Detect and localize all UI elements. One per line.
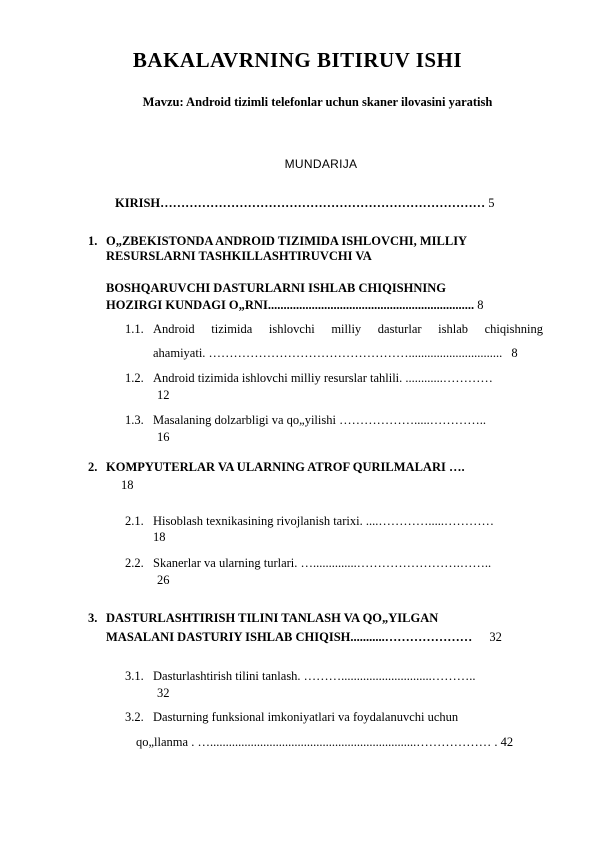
toc-section-3-2-page: 42	[500, 735, 514, 749]
toc-chapter-1-line2[interactable]: RESURSLARNI TASHKILLASHTIRUVCHI VA	[106, 249, 372, 263]
toc-chapter-1-line4[interactable]	[106, 298, 483, 313]
toc-section-1-2-page: 12	[157, 388, 170, 402]
toc-section-1-2-line1[interactable]: Android tizimida ishlovchi milliy resurslar tahlili. ............…………	[153, 371, 493, 385]
toc-chapter-2-number: 2.	[88, 460, 98, 474]
document-title: BAKALAVRNING BITIRUV ISHI	[132, 48, 463, 72]
toc-word: ishlab	[438, 322, 468, 336]
toc-chapter-2-line1[interactable]: KOMPYUTERLAR VA ULARNING ATROF QURILMALARI ….	[106, 460, 465, 474]
toc-chapter-3-page: 32	[489, 630, 502, 644]
toc-word: chiqishning	[484, 322, 543, 336]
toc-section-2-2-line1[interactable]: Skanerlar va ularning turlari. …..............…………………….……..	[153, 556, 492, 570]
toc-section-2-1-number: 2.1.	[125, 514, 144, 528]
toc-section-3-2-line2-text: qo„llanma . …..................................................................……………… .	[136, 735, 498, 749]
toc-section-3-2-line1[interactable]: Dasturning funksional imkoniyatlari va foydalanuvchi uchun	[153, 710, 459, 724]
toc-chapter-3-line2[interactable]	[106, 630, 502, 645]
toc-section-2-1-page: 18	[153, 530, 166, 544]
toc-section-1-1-line2[interactable]	[153, 346, 518, 361]
toc-section-1-3-number: 1.3.	[125, 413, 144, 427]
toc-chapter-1-line1[interactable]: O„ZBEKISTONDA ANDROID TIZIMIDA ISHLOVCHI, MILLIY	[106, 234, 468, 248]
toc-word: dasturlar	[377, 322, 422, 336]
toc-chapter-1-line3[interactable]: BOSHQARUVCHI DASTURLARNI ISHLAB CHIQISHNING	[106, 281, 446, 295]
toc-section-2-1-line1[interactable]: Hisoblash texnikasining rivojlanish tarixi. ....………….....…………	[153, 514, 494, 528]
toc-section-3-1-number: 3.1.	[125, 669, 144, 683]
toc-section-1-1-page: 8	[511, 346, 518, 360]
toc-chapter-3-number: 3.	[88, 611, 98, 625]
toc-chapter-3-line1[interactable]: DASTURLASHTIRISH TILINI TANLASH VA QO„YILGAN	[106, 611, 439, 625]
toc-entry-intro-page: 5	[488, 196, 495, 210]
toc-chapter-1-page: 8	[477, 298, 484, 312]
toc-heading: MUNDARIJA	[284, 157, 358, 171]
toc-section-2-2-page: 26	[157, 573, 170, 587]
toc-section-1-1-number: 1.1.	[125, 322, 144, 336]
toc-section-2-2-number: 2.2.	[125, 556, 144, 570]
toc-section-3-1-page: 32	[157, 686, 170, 700]
toc-section-1-3-line1[interactable]: Masalaning dolzarbligi va qo„yilishi ……………….....…………..	[153, 413, 486, 427]
toc-word: ishlovchi	[268, 322, 315, 336]
toc-section-3-1-line1[interactable]: Dasturlashtirish tilini tanlash. ……….............................………..	[153, 669, 476, 683]
toc-chapter-1-line4-text: HOZIRGI KUNDAGI O„RNI..................................................................	[106, 298, 475, 312]
toc-entry-intro-text: KIRISH……………………………………………………………………	[115, 196, 486, 210]
toc-word: Android	[153, 322, 195, 336]
toc-section-3-2-number: 3.2.	[125, 710, 144, 724]
document-subtitle: Mavzu: Android tizimli telefonlar uchun skaner ilovasini yaratish	[142, 95, 493, 109]
toc-chapter-2-page: 18	[121, 478, 134, 492]
toc-section-1-3-page: 16	[157, 430, 170, 444]
toc-chapter-1-number: 1.	[88, 234, 98, 248]
toc-section-1-2-number: 1.2.	[125, 371, 144, 385]
toc-section-1-1-line2-text: ahamiyati. …………………………………………..............................	[153, 346, 503, 360]
toc-section-1-1-line1[interactable]	[153, 322, 543, 337]
toc-word: milliy	[331, 322, 362, 336]
toc-word: tizimida	[211, 322, 253, 336]
toc-section-3-2-line2[interactable]	[136, 735, 513, 750]
toc-chapter-3-line2-text: MASALANI DASTURIY ISHLAB CHIQISH...........…………………	[106, 630, 473, 644]
toc-entry-intro[interactable]	[115, 196, 495, 211]
